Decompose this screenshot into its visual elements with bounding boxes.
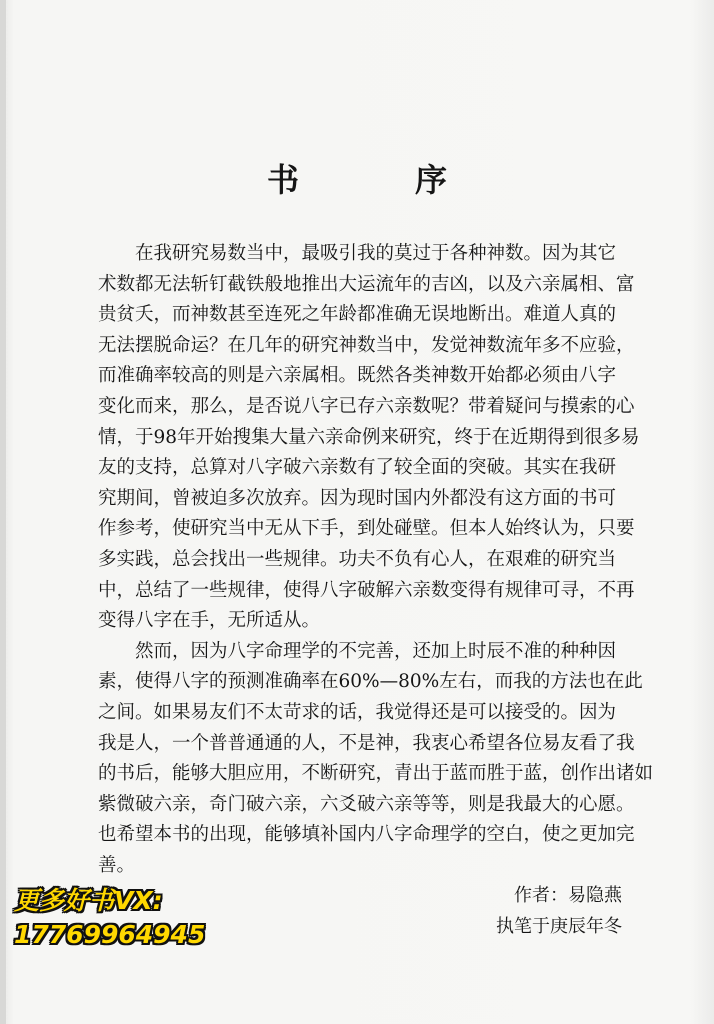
signature-block (496, 880, 622, 942)
paragraph-1 (98, 239, 640, 637)
text-line: 善。 (98, 854, 136, 876)
date-line: 执笔于庚辰年冬 (496, 916, 622, 937)
text-line: 我是人，一个普普通通的人，不是神，我衷心希望各位易友看了我 (98, 732, 635, 754)
text-line: 多实践，总会找出一些规律。功夫不负有心人，在艰难的研究当 (98, 548, 617, 570)
preface-body (98, 239, 654, 881)
text-line: 素，使得八字的预测准确率在60%—80%左右，而我的方法也在此 (98, 671, 643, 693)
paragraph-2 (98, 637, 654, 882)
text-line: 无法摆脱命运？在几年的研究神数当中，发觉神数流年多不应验， (98, 334, 635, 356)
text-line: 的书后，能够大胆应用，不断研究，青出于蓝而胜于蓝，创作出诸如 (98, 763, 654, 785)
watermark-line-1: 更多好书VX: (14, 886, 163, 915)
text-line: 中，总结了一些规律，使得八字破解六亲数变得有规律可寻，不再 (98, 579, 635, 601)
text-line: 作参考，使研究当中无从下手，到处碰壁。但本人始终认为，只要 (98, 518, 635, 540)
author-line: 作者：易隐燕 (514, 885, 622, 906)
watermark-overlay (14, 884, 205, 952)
text-line: 情，于98年开始搜集大量六亲命例来研究，终于在近期得到很多易 (98, 426, 640, 448)
text-line: 之间。如果易友们不太苛求的话，我觉得还是可以接受的。因为 (98, 701, 617, 723)
text-line: 贵贫夭，而神数甚至连死之年龄都准确无误地断出。难道人真的 (98, 304, 617, 326)
page-edge-shadow (0, 0, 6, 1024)
page-title: 书 序 (266, 161, 489, 199)
text-line: 友的支持，总算对八字破六亲数有了较全面的突破。其实在我研 (98, 457, 617, 479)
watermark-line-2: 17769964945 (14, 920, 206, 949)
text-line: 也希望本书的出现，能够填补国内八字命理学的空白，使之更加完 (98, 824, 635, 846)
text-line: 然而，因为八字命理学的不完善，还加上时辰不准的种种因 (98, 640, 617, 662)
text-line: 术数都无法斩钉截铁般地推出大运流年的吉凶，以及六亲属相、富 (98, 273, 635, 295)
text-line: 而准确率较高的则是六亲属相。既然各类神数开始都必须由八字 (98, 365, 617, 387)
text-line: 究期间，曾被迫多次放弃。因为现时国内外都没有这方面的书可 (98, 487, 617, 509)
text-line: 紫微破六亲，奇门破六亲，六爻破六亲等等，则是我最大的心愿。 (98, 793, 635, 815)
text-line: 变化而来，那么，是否说八字已存六亲数呢？带着疑问与摸索的心 (98, 395, 635, 417)
text-line: 在我研究易数当中，最吸引我的莫过于各种神数。因为其它 (98, 243, 617, 264)
text-line: 变得八字在手，无所适从。 (98, 610, 321, 632)
